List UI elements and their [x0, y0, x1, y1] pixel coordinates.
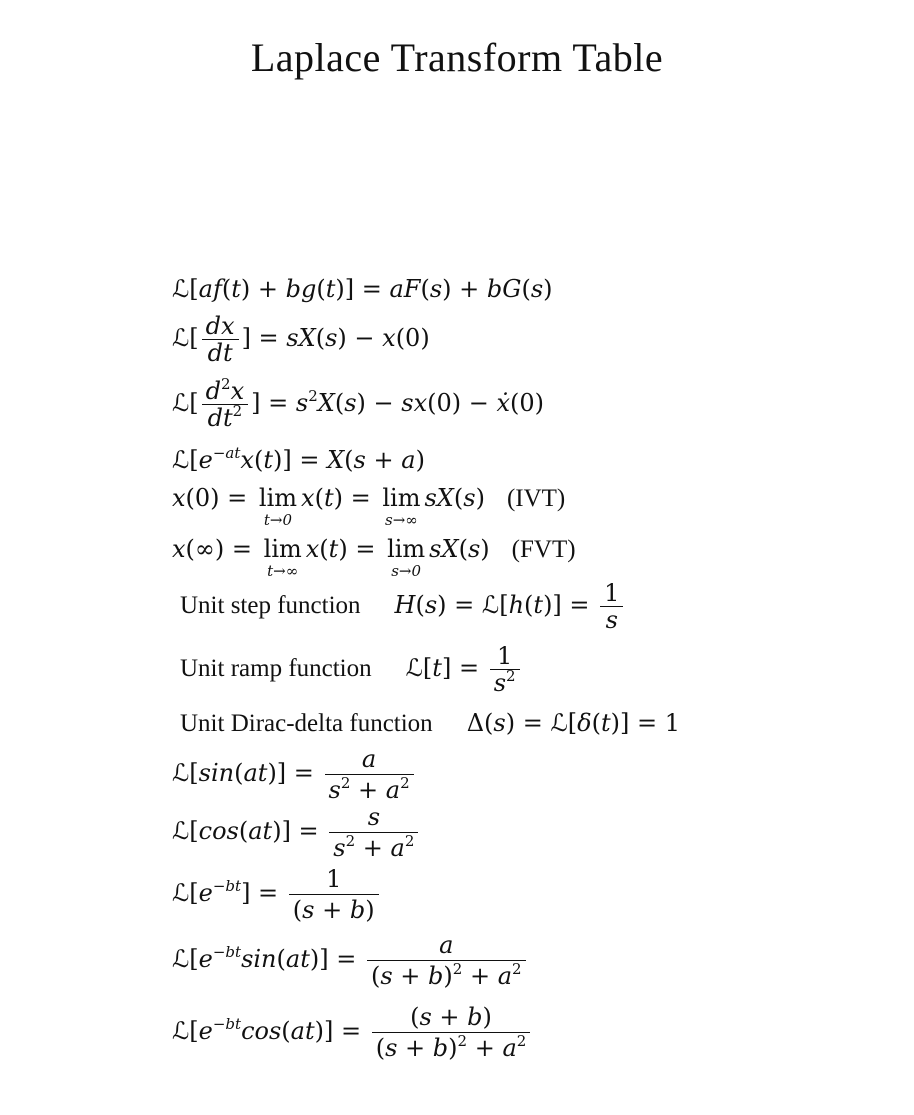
unit-dirac-label: Unit Dirac-delta function	[180, 710, 433, 737]
fvt-label: (FVT)	[511, 536, 576, 563]
cosine-formula: ℒ[cos(at)] = $\frac{s}{s^2 + a^2}$	[172, 802, 421, 863]
linearity-formula: ℒ[af(t) + bg(t)] = aF(s) + bG(s)	[172, 275, 553, 303]
sine-formula: ℒ[sin(at)] = $\frac{a}{s^2 + a^2}$	[172, 744, 417, 805]
first-derivative-formula: ℒ[ $\frac{dx}{dt}$ ] = sX(s) − x(0)	[172, 312, 430, 367]
page-title: Laplace Transform Table	[250, 35, 664, 80]
exponential-formula: $ℒ[e^{-bt}]$ = $\frac{1}{(s + b)}$	[172, 864, 382, 925]
second-derivative-formula: ℒ[ $\frac{d^2x}{dt^2}$ ] = $s^2X(s) - sx(0)$ − ẋ(0)	[172, 375, 545, 432]
initial-value-theorem: x(0) = lim t→0 x(t) = lim s→∞ sX(s) (IVT)	[172, 484, 566, 529]
shift-formula: $ℒ[e^{-at}x(t)] = X(s + a)$	[172, 444, 425, 474]
unit-step-formula: Unit step function H(s) = ℒ[h(t)] = $\frac{1}{s}$	[180, 580, 626, 633]
unit-step-label: Unit step function	[180, 592, 361, 619]
unit-ramp-formula: Unit ramp function ℒ[t] = $\frac{1}{s^2}$	[180, 643, 523, 696]
unit-dirac-formula: Unit Dirac-delta function Δ(s) = ℒ[δ(t)] = 1	[180, 709, 680, 737]
final-value-theorem: x(∞) = lim t→∞ x(t) = lim s→0 sX(s) (FVT)	[172, 535, 576, 580]
damped-cosine-formula: $ℒ[e^{-bt}\cos(at)]$ = $\frac{(s + b)}{(s + b)^2 + a^2}$	[172, 1002, 533, 1063]
ivt-label: (IVT)	[506, 485, 566, 512]
damped-sine-formula: $ℒ[e^{-bt}\sin(at)]$ = $\frac{a}{(s + b)^2 + a^2}$	[172, 930, 529, 991]
unit-ramp-label: Unit ramp function	[180, 655, 372, 682]
